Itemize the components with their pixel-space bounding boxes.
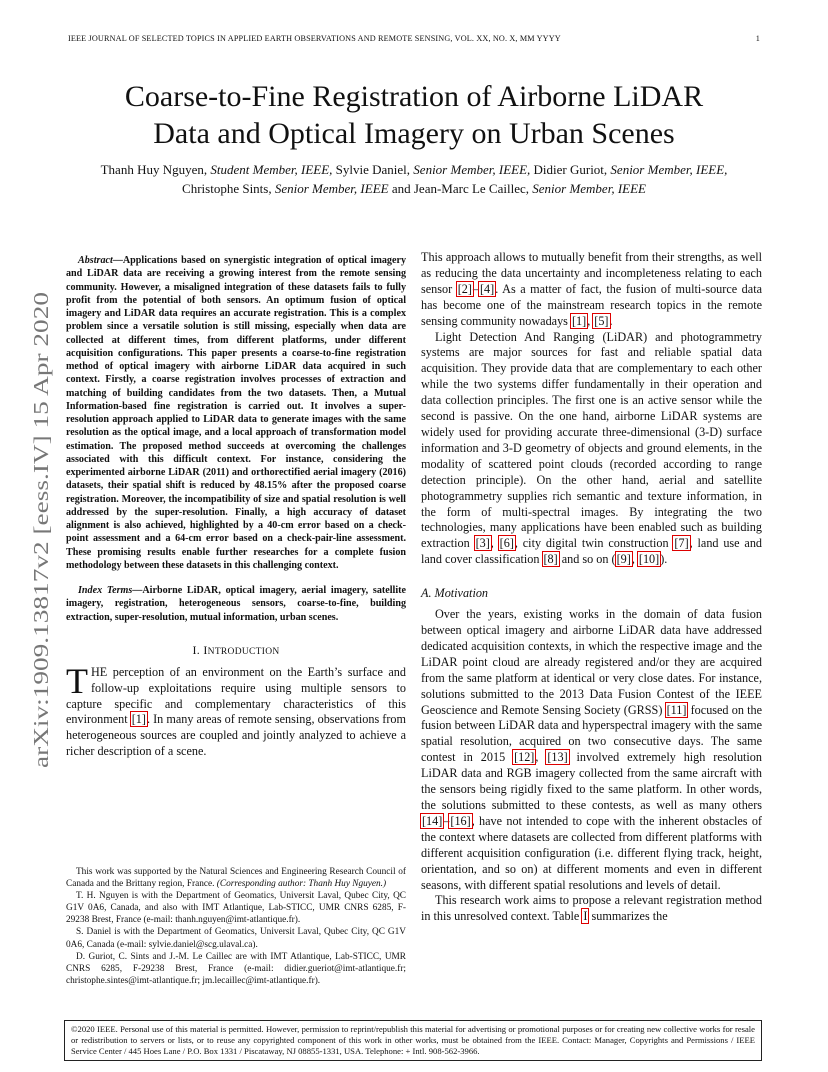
text: – [472, 281, 479, 296]
index-terms-text: —Airborne LiDAR, optical imagery, aerial imagery, satellite imagery, registration, heterogeneous sensors, coarse-to-fine, building extraction, super-resolution, mutual information, urban scenes. [66, 585, 406, 623]
citation-link[interactable]: [5] [594, 313, 609, 328]
paper-title [40, 78, 788, 152]
right-paragraph-2 [421, 330, 762, 569]
author-list [80, 160, 748, 198]
citation-link[interactable]: [13] [547, 750, 568, 765]
title-line-2: Data and Optical Imagery on Urban Scenes [153, 117, 675, 150]
section-title-initial: I [203, 642, 208, 657]
abstract-label: Abstract [78, 255, 113, 266]
citation-link[interactable]: [16] [450, 813, 471, 828]
right-column [421, 250, 762, 925]
text: Over the years, existing works in the domain of data fusion between optical imagery and airborne LiDAR data have addressed dedicated acquisition contexts, in which the respective image and the LiDAR point cloud are already registered and/or they are acquired from the same platform at identical or very close dates. For instance, solutions submitted to the 2013 Data Fusion Contest of the IEEE Geoscience and Remote Sensing Society (GRSS) [421, 607, 762, 717]
text: , [587, 313, 594, 328]
copyright-notice: ©2020 IEEE. Personal use of this material is permitted. However, permission to reprint/republish this material for advertising or promotional purposes or for creating new collective works for resale or redistribution to servers or lists, or to reuse any copyrighted component of this work in other works, must be obtained from the IEEE. Contact: Manager, Copyrights and Permissions / IEEE Service Center / 445 Hoes Lane / P.O. Box 1331 / Piscataway, NJ 08855-1331, USA. Telephone: + Intl. 908-562-3966. [64, 1020, 762, 1061]
text: This approach allows to mutually benefit from their strengths, as well as reducing the data uncertainty and incompleteness relating to each sensor [421, 250, 762, 296]
funding-text: This work was supported by the Natural Sciences and Engineering Research Council of Canada and the Brittany region, France. [66, 867, 406, 890]
text: , city digital twin construction [514, 536, 674, 551]
citation-link[interactable]: [14] [422, 813, 443, 828]
author-3: Didier Guriot, [533, 162, 608, 177]
text: summarizes the [588, 909, 668, 924]
text: This research work aims to propose a relevant registration method in this unresolved context. Table [421, 893, 762, 924]
intro-text-a: HE perception of an environment on the Earth’s surface and follow-up exploitations require using multiple sensors to capture specific and complementary characteristics of this environment [66, 664, 406, 727]
author-5-role: Senior Member, IEEE [532, 181, 646, 196]
corresponding-author: (Corresponding author: Thanh Huy Nguyen.) [216, 879, 387, 890]
text: ). [660, 552, 668, 567]
text: . As a matter of fact, the fusion of multi-source data has become one of the mainstream research topics in the remote sensing community nowadays [421, 281, 762, 328]
running-header [68, 34, 760, 43]
author-4-role: Senior Member, IEEE [274, 181, 389, 196]
text: , [631, 552, 638, 567]
text: . [609, 313, 613, 328]
page-number: 1 [755, 34, 760, 43]
citation-link[interactable]: [2] [457, 281, 472, 296]
text: , land use and land cover classification [421, 536, 763, 567]
citation-link[interactable]: [12] [514, 750, 535, 765]
journal-name: IEEE JOURNAL OF SELECTED TOPICS IN APPLIED EARTH OBSERVATIONS AND REMOTE SENSING, VOL. XX, NO. X, MM YYYY [68, 34, 561, 43]
citation-link[interactable]: [7] [674, 536, 689, 551]
section-number: I. [192, 642, 201, 657]
author-1: Thanh Huy Nguyen, [100, 162, 208, 177]
footnote-affiliation-1: T. H. Nguyen is with the Department of Geomatics, Universit Laval, Qubec City, QC G1V 0A6, Canada, and also with IMT Atlantique, Lab-STICC, UMR CNRS 6285, F-29238 Brest, France (e-mail: thanh.nguyen@imt-atlantique.fr). [66, 891, 406, 926]
index-terms-label: Index Terms [78, 585, 133, 596]
title-line-1: Coarse-to-Fine Registration of Airborne LiDAR [124, 80, 704, 113]
footnote-affiliation-3: D. Guriot, C. Sints and J.-M. Le Caillec are with IMT Atlantique, Lab-STICC, UMR CNRS 6285, F-29238 Brest, France (e-mail: didier.gueriot@imt-atlantique.fr; christophe.sintes@imt-atlantique.fr; jm.lecaillec@imt-atlantique.fr). [66, 951, 406, 986]
left-column [66, 254, 406, 760]
citation-link[interactable]: [4] [480, 281, 495, 296]
citation-link[interactable]: [1] [131, 712, 146, 727]
author-3-role: Senior Member, IEEE, [610, 162, 728, 177]
arxiv-sidebar [18, 290, 58, 770]
index-terms [66, 584, 406, 624]
text: , [490, 536, 499, 551]
intro-text-b: . In many areas of remote sensing, observations from heterogeneous sources are coupled and jointly analyzed to achieve a richer description of a scene. [66, 712, 406, 759]
text: , have not intended to cope with the inherent obstacles of the context where datasets are collected from different platforms with different acquisition configuration (i.e. different flying track, height, orientation, and so on) at different moments and even in different seasons, with different spatial resolutions and levels of detail. [421, 813, 762, 892]
citation-link[interactable]: [1] [571, 313, 587, 328]
intro-paragraph-1 [66, 660, 406, 760]
table-link[interactable]: I [583, 909, 588, 924]
citation-link[interactable]: [9] [616, 552, 631, 567]
footnote-funding [66, 866, 406, 890]
text: – [443, 813, 450, 828]
arxiv-identifier: arXiv:1909.13817v2 [eess.IV] 15 Apr 2020 [29, 392, 53, 768]
text: focused on the fusion between LiDAR data and hyperspectral imagery with the same spatial resolution, acquired on two consecutive days. The same contest in 2015 [421, 702, 762, 765]
subsection-heading-motivation: A. Motivation [421, 586, 489, 601]
section-title-rest: NTRODUCTION [207, 646, 280, 657]
footnotes [66, 866, 406, 987]
author-2-role: Senior Member, IEEE, [413, 162, 531, 177]
drop-cap: T [66, 660, 88, 701]
citation-link[interactable]: [8] [543, 552, 558, 567]
section-heading-introduction [66, 643, 406, 658]
right-paragraph-1 [421, 250, 762, 330]
abstract [66, 254, 406, 572]
abstract-text: —Applications based on synergistic integration of optical imagery and LiDAR data are receiving a growing interest from the remote sensing community. However, a misaligned integration of these datasets fails to fully profit from the potential of both sensors. An optimum fusion of optical imagery and LiDAR data requires an accurate registration. This is a complex problem since a versatile solution is still missing, especially when data are collected at different times, from different platforms, under different acquisition configurations. This paper presents a coarse-to-fine registration method of optical imagery with airborne LiDAR data acquired in such context. Firstly, a coarse registration involves processes of extraction and matching of building candidates from the two datasets. Then, a Mutual Information-based fine registration is carried out. It involves a super-resolution approach applied to LiDAR data to generate images with the same resolution as the optical image, and a local approach of transformation model estimation. The proposed method succeeds at overcoming the challenges associated with this difficult context. For instance, considering the experimented airborne LiDAR (2011) and orthorectified aerial imagery (2016) datasets, their spatial shift is reduced by 48.15% after the proposed coarse registration. Moreover, the incompatibility of size and spatial resolution is well addressed by the super-resolution. Finally, a high accuracy of dataset alignment is also achieved, highlighted by a 40-cm error based on a check-point assessment and a 64-cm error based on a check-pair-line assessment. These promising results enable further researches for a complete fusion methodology between these datasets in this challenging context. [66, 255, 406, 571]
text: , [535, 750, 547, 765]
citation-link[interactable]: [10] [638, 552, 660, 567]
author-conjunction: and [391, 181, 411, 196]
author-5: Jean-Marc Le Caillec, [413, 181, 529, 196]
citation-link[interactable]: [11] [666, 702, 687, 717]
text: and so on ( [558, 552, 616, 567]
citation-link[interactable]: [3] [475, 536, 490, 551]
right-paragraph-4 [421, 893, 762, 925]
text: involved extremely high resolution LiDAR data and RGB imagery collected from the same aircraft with the sensors being rigidly fixed to the same platform. In other words, the solutions submitted to these contests, as well as many others [421, 750, 762, 812]
text: Light Detection And Ranging (LiDAR) and photogrammetry systems are major sources for fast and reliable spatial data acquisition. They provide data that are complementary to each other while the two systems differ fundamentally in their operation and data collection principles. The first one is an active sensor while the second is passive. On the one hand, airborne LiDAR systems are widely used for providing accurate three-dimensional (3-D) surface information and 3-D geometry of objects and ground elements, in the modality of scattered point clouds (recorded according to range detection principle). On the other hand, aerial and satellite photogrammetry supplies rich semantic and texture information, in the form of multi-spectral images. By integrating the two technologies, many applications have been enabled such as building extraction [421, 329, 762, 551]
footnote-affiliation-2: S. Daniel is with the Department of Geomatics, Universit Laval, Qubec City, QC G1V 0A6, Canada (e-mail: sylvie.daniel@scg.ulaval.ca). [66, 927, 406, 950]
author-1-role: Student Member, IEEE, [210, 162, 333, 177]
right-paragraph-3 [421, 607, 762, 893]
author-2: Sylvie Daniel, [335, 162, 411, 177]
author-4: Christophe Sints, [182, 181, 272, 196]
citation-link[interactable]: [6] [499, 536, 514, 551]
